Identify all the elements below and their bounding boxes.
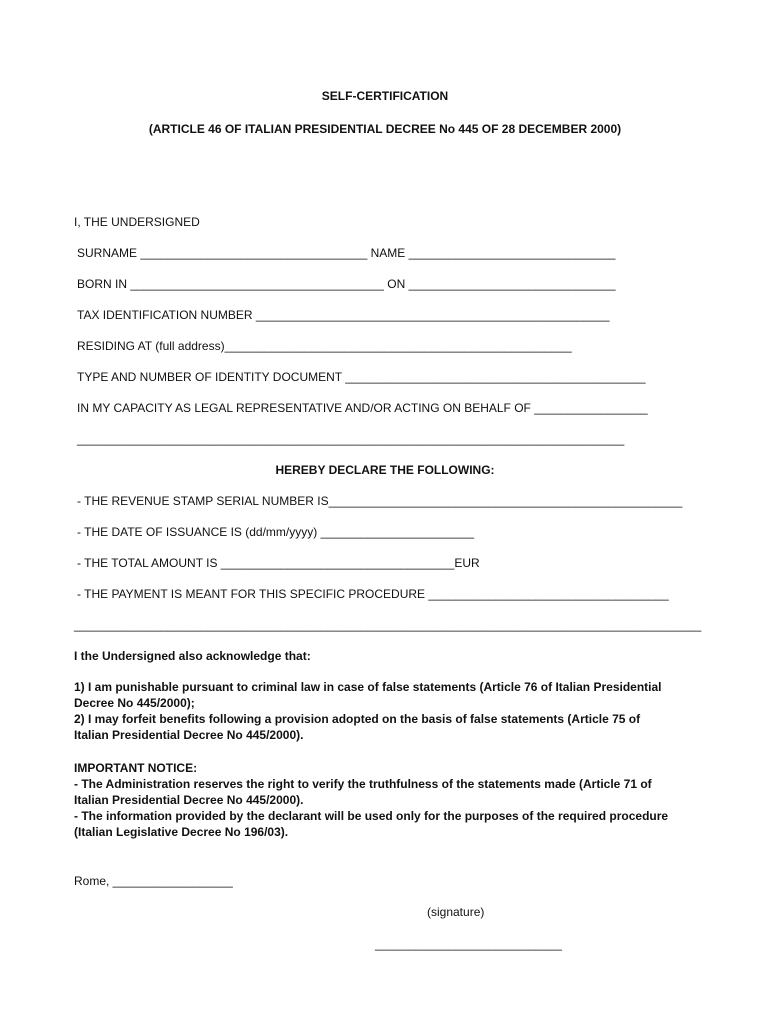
document-subtitle: (ARTICLE 46 OF ITALIAN PRESIDENTIAL DECREE No 445 OF 28 DECEMBER 2000) xyxy=(148,122,622,136)
residing-field[interactable]: RESIDING AT (full address)____________________________________________________ xyxy=(77,339,572,353)
notice-line-3: - The information provided by the declarant will be used only for the purposes of the required procedure xyxy=(74,809,669,823)
intro-text: I, THE UNDERSIGNED xyxy=(74,215,200,229)
notice-line-1: - The Administration reserves the right to verify the truthfulness of the statements made (Article 71 of xyxy=(74,777,652,791)
procedure-blank-line[interactable]: ______________________________________________________________________________________________ xyxy=(74,618,702,632)
acknowledge-heading: I the Undersigned also acknowledge that: xyxy=(74,649,311,663)
tax-id-field[interactable]: TAX IDENTIFICATION NUMBER _____________________________________________________ xyxy=(77,308,610,322)
surname-name-field[interactable]: SURNAME __________________________________ NAME _______________________________ xyxy=(77,246,616,260)
signature-label: (signature) xyxy=(427,905,485,919)
signature-line[interactable]: ____________________________ xyxy=(375,937,562,951)
declaration-heading: HEREBY DECLARE THE FOLLOWING: xyxy=(275,463,495,477)
document-title: SELF-CERTIFICATION xyxy=(321,89,449,103)
place-date-field[interactable]: Rome, __________________ xyxy=(74,874,233,888)
acknowledge-item-2-line-1: 2) I may forfeit benefits following a provision adopted on the basis of false statements (Article 75 of xyxy=(74,712,641,726)
behalf-blank-line[interactable]: __________________________________________________________________________________ xyxy=(77,432,625,446)
notice-line-2: Italian Presidential Decree No 445/2000). xyxy=(74,793,304,807)
important-notice xyxy=(74,760,704,840)
stamp-serial-field[interactable]: - THE REVENUE STAMP SERIAL NUMBER IS_____________________________________________________ xyxy=(77,494,683,508)
born-on-field[interactable]: BORN IN ______________________________________ ON _______________________________ xyxy=(77,277,616,291)
capacity-field[interactable]: IN MY CAPACITY AS LEGAL REPRESENTATIVE AND/OR ACTING ON BEHALF OF _________________ xyxy=(77,401,648,415)
notice-line-4: (Italian Legislative Decree No 196/03). xyxy=(74,825,289,839)
acknowledge-item-2-line-2: Italian Presidential Decree No 445/2000). xyxy=(74,728,304,742)
acknowledge-list xyxy=(74,679,704,743)
acknowledge-item-1-line-1: 1) I am punishable pursuant to criminal law in case of false statements (Article 76 of Italian Presidential xyxy=(74,680,662,694)
notice-heading: IMPORTANT NOTICE: xyxy=(74,761,198,775)
total-amount-field[interactable]: - THE TOTAL AMOUNT IS ___________________________________EUR xyxy=(77,556,480,570)
procedure-field[interactable]: - THE PAYMENT IS MEANT FOR THIS SPECIFIC PROCEDURE ____________________________________ xyxy=(77,587,669,601)
identity-document-field[interactable]: TYPE AND NUMBER OF IDENTITY DOCUMENT _____________________________________________ xyxy=(77,370,646,384)
acknowledge-item-1-line-2: Decree No 445/2000); xyxy=(74,696,195,710)
issuance-date-field[interactable]: - THE DATE OF ISSUANCE IS (dd/mm/yyyy) _______________________ xyxy=(77,525,475,539)
